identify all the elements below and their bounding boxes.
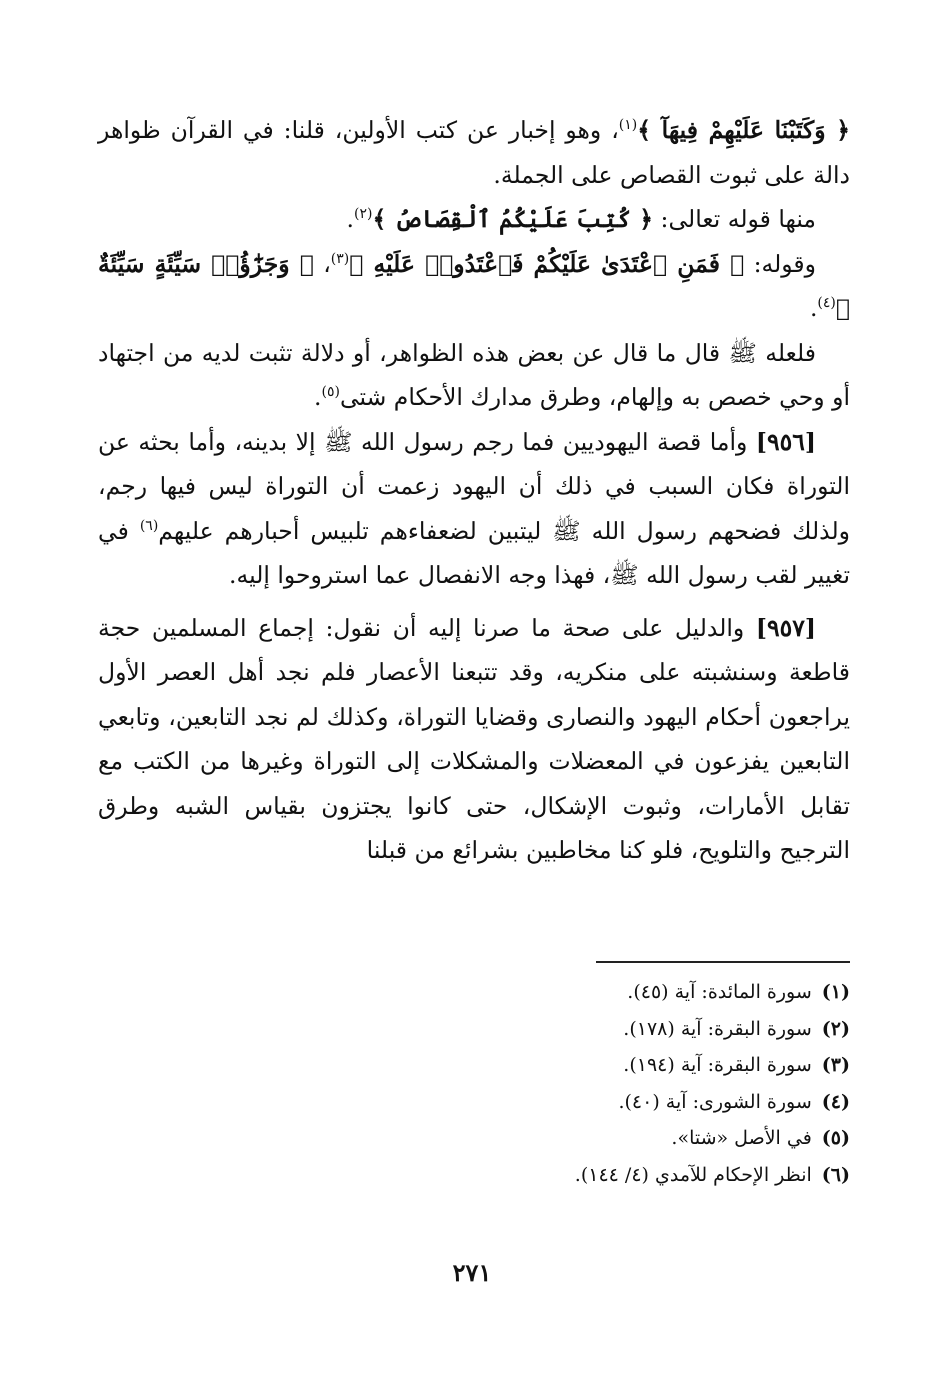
paragraph-number: [٩٥٧]	[755, 613, 816, 642]
body-text: والدليل على صحة ما صرنا إليه أن نقول: إجماع المسلمين حجة قاطعة وسنشبته على منكريه، وقد تتبعنا الأعصار فلم نجد أهل العصر الأول يراجعون أحكام اليهود والنصارى وقضايا التوراة، وكذلك لم نجد التابعين، وتابعي التابعين يفزعون في المعضلات والمشكلات إلى التوراة وغيرها من الكتب مع تقابل الأمارات، وثبوت الإشكال، حتى كانوا يجتزون بقياس الشبه وطرق الترجيح والتلويح، فلو كنا مخاطبين بشرائع من قبلنا	[98, 613, 850, 864]
footnote	[98, 1157, 850, 1194]
footnote-reference: (٤)	[817, 295, 836, 312]
footnote-text: سورة البقرة: آية (١٧٨).	[623, 1017, 812, 1040]
paragraph-956	[98, 420, 850, 598]
footnote-text: سورة البقرة: آية (١٩٤).	[623, 1054, 812, 1076]
body-text: فلعله ﷺ قال ما قال عن بعض هذه الظواهر، أو دلالة تثبت لديه من اجتهاد أو وحي خصص به وإلهام، وطرق مدارك الأحكام شتى	[98, 338, 850, 411]
paragraph-3	[98, 242, 850, 331]
body-text: ، وهو إخبار عن كتب الأولين، قلنا: في القرآن ظواهر دالة على ثبوت القصاص على الجملة.	[98, 116, 850, 189]
body-text: في تغيير لقب رسول الله ﷺ، فهذا وجه الانفصال عما استروحوا إليه.	[98, 516, 850, 589]
body-text: .	[346, 205, 355, 233]
body-text: وقوله:	[744, 249, 816, 278]
footnote-text: انظر الإحكام للآمدي (٤/ ١٤٤).	[574, 1163, 812, 1186]
footnote-number: (٣)	[821, 1054, 850, 1076]
footnote-number: (٥)	[821, 1127, 850, 1149]
body-text: منها قوله تعالى:	[653, 205, 816, 233]
footnote-number: (١)	[821, 981, 850, 1003]
footnotes-list	[98, 974, 850, 1193]
footnote-separator	[596, 961, 850, 963]
quran-verse: ﴿ كُتِبَ عَلَيْكُمُ ٱلْقِصَاصُ ﴾	[372, 205, 654, 233]
footnote	[98, 1011, 850, 1048]
body-text: وأما قصة اليهوديين فما رجم رسول الله ﷺ إلا بدينه، وأما بحثه عن التوراة فكان السبب في ذلك أن اليهود زعمت أن التوراة ليس فيها رجم، ولذلك فضحهم رسول الله ﷺ ليتبين لضعفاءهم تلبيس أحبارهم عليهم	[98, 427, 850, 545]
quran-verse: ﴿ وَكَتَبْنَا عَلَيْهِمْ فِيهَآ ﴾	[637, 116, 851, 144]
paragraph-957	[98, 606, 850, 873]
footnote-number: (٢)	[821, 1017, 850, 1040]
footnote-reference: (٥)	[321, 384, 340, 401]
footnote-number: (٤)	[821, 1090, 850, 1113]
paragraph-1	[98, 108, 850, 197]
footnote	[98, 1084, 850, 1121]
footnote-number: (٦)	[821, 1163, 850, 1186]
page-number: ٢٧١	[452, 1258, 492, 1287]
footnote-reference: (٢)	[354, 206, 373, 223]
footnote-reference: (٦)	[139, 517, 159, 534]
footnote-text: في الأصل «شتا».	[671, 1127, 812, 1149]
footnote	[98, 1047, 850, 1084]
paragraph-number: [٩٥٦]	[755, 427, 816, 456]
footnote	[98, 1120, 850, 1157]
paragraph-2	[98, 197, 850, 242]
paragraph-4	[98, 331, 850, 420]
main-text	[98, 108, 850, 873]
footnote-reference: (٣)	[330, 250, 350, 267]
footnote-reference: (١)	[618, 117, 638, 134]
footnote-text: سورة الشورى: آية (٤٠).	[618, 1090, 812, 1113]
footnote	[98, 974, 850, 1011]
body-text: .	[314, 383, 322, 411]
quran-verse: ﴿ فَمَنِ ٱعْتَدَىٰ عَلَيْكُمْ فَٱعْتَدُوا۟ عَلَيْهِ ﴾	[349, 249, 745, 278]
body-text: ،	[313, 249, 331, 278]
footnote-text: سورة المائدة: آية (٤٥).	[627, 981, 812, 1003]
quran-verse: ﴿ وَجَزَٰٓؤُا۟ سَيِّئَةٍ سَيِّئَةٌ ﴾	[98, 249, 850, 322]
body-text: .	[809, 294, 818, 322]
